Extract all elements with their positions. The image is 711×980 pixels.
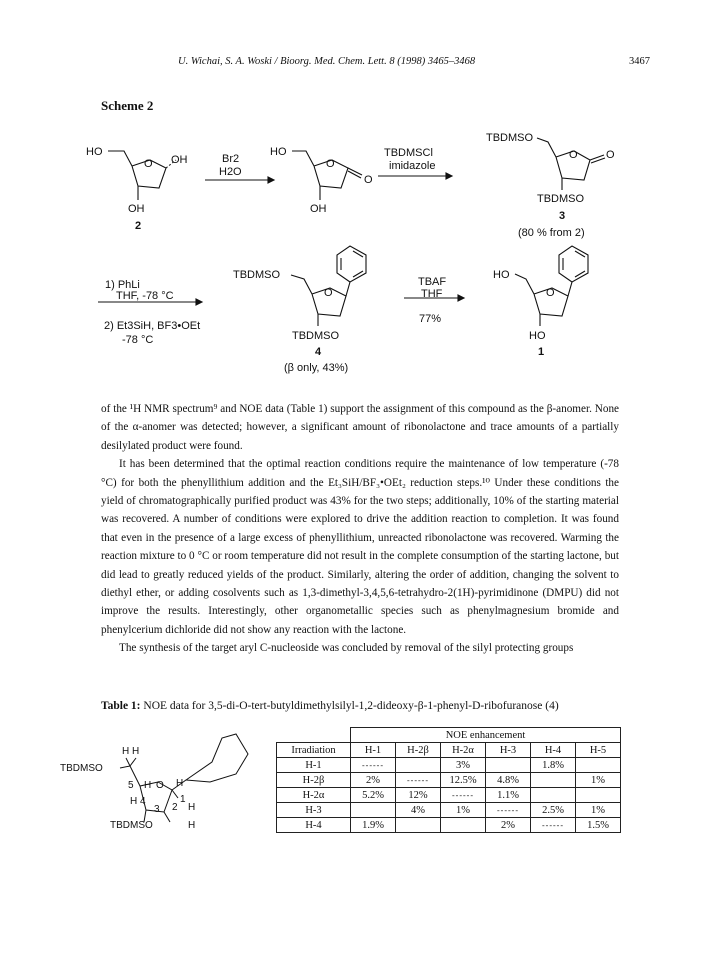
lactone-oh-bottom: OH: [310, 203, 327, 215]
table-cell: [531, 773, 576, 788]
table-cell: [441, 818, 486, 833]
table-structure: [60, 724, 280, 834]
table-cell: [396, 818, 441, 833]
ring-o: O: [156, 780, 164, 791]
table-caption-text: NOE data for 3,5-di-O-tert-butyldimethylsilyl-1,2-dideoxy-β-1-phenyl-D-ribofuranose (4): [143, 700, 559, 712]
noe-enhancement-header: NOE enhancement: [351, 728, 621, 743]
table-cell: 1%: [441, 803, 486, 818]
table-caption: [101, 700, 559, 712]
table-cell: 4%: [396, 803, 441, 818]
table-row: [277, 818, 621, 833]
table-cell: ------: [531, 818, 576, 833]
col-header: H-2α: [441, 743, 486, 758]
col-header: H-3: [486, 743, 531, 758]
c2-ho: HO: [86, 146, 103, 158]
paragraph-1: of the ¹H NMR spectrum⁹ and NOE data (Table 1) support the assignment of this compound as the β-anomer. None of the α-anomer was detected; however, a significant amount of ribonolactone and trace amounts of a partially desilylated product were found.: [101, 403, 619, 452]
table-row: [277, 758, 621, 773]
table-cell: [351, 803, 396, 818]
c2-oh: OH: [171, 154, 188, 166]
c1-number: 1: [180, 794, 186, 805]
table-cell: [576, 788, 621, 803]
table-cell: H-3: [277, 803, 351, 818]
c3-number: 3: [154, 804, 160, 815]
empty-header-cell: [277, 728, 351, 743]
c4-tbdmso-bottom: TBDMSO: [292, 330, 340, 342]
c2-number: 2: [172, 802, 178, 813]
col-header: H-5: [576, 743, 621, 758]
c5-bond: [108, 151, 132, 166]
cond-step1b: THF, -78 °C: [116, 290, 174, 302]
lactone-carbonyl-o: O: [364, 174, 373, 186]
table-cell: 4.8%: [486, 773, 531, 788]
h-label-g: H: [188, 820, 196, 831]
arrow3-bottom: 77%: [419, 313, 442, 325]
table-cell: [486, 758, 531, 773]
table-cell: [576, 758, 621, 773]
table-cell: ------: [396, 773, 441, 788]
table-cell: H-1: [277, 758, 351, 773]
compound-4-number: 4: [315, 346, 322, 358]
table-cell: 1.9%: [351, 818, 396, 833]
h-label-c: H: [144, 780, 152, 791]
table-row: [277, 773, 621, 788]
cond-step2a: 2) Et3SiH, BF3•OEt: [104, 320, 201, 332]
table-cell: 3%: [441, 758, 486, 773]
table-cell: H-4: [277, 818, 351, 833]
table-group-header-row: [277, 728, 621, 743]
arrow2-top1: TBDMSCl: [384, 147, 433, 159]
col-header: H-1: [351, 743, 396, 758]
lactone-ho: HO: [270, 146, 287, 158]
table-cell: 2.5%: [531, 803, 576, 818]
arrow1-top2: H2O: [219, 166, 242, 178]
cond-step2b: -78 °C: [122, 334, 154, 346]
arrow1-top1: Br2: [222, 153, 240, 165]
col-header: Irradiation: [277, 743, 351, 758]
table-cell: 5.2%: [351, 788, 396, 803]
cond-step1a: 1) PhLi: [105, 279, 140, 291]
c4-tbdmso-top: TBDMSO: [233, 269, 281, 281]
arrow3-top2: THF: [421, 288, 443, 300]
compound-2-number: 2: [135, 220, 142, 232]
h-label-f: H: [188, 802, 196, 813]
table-cell: 12.5%: [441, 773, 486, 788]
table-cell: ------: [441, 788, 486, 803]
table-cell: [531, 788, 576, 803]
tbdmso-top: TBDMSO: [60, 763, 103, 774]
table-cell: 1.1%: [486, 788, 531, 803]
page-number: 3467: [629, 56, 650, 67]
table-cell: 2%: [486, 818, 531, 833]
c2-ring-o: O: [144, 158, 153, 170]
table-cell: 12%: [396, 788, 441, 803]
c4-ring-o: O: [324, 287, 333, 299]
table-cell: H-2β: [277, 773, 351, 788]
c3-carbonyl-o: O: [606, 149, 615, 161]
col-header: H-2β: [396, 743, 441, 758]
table-cell: ------: [486, 803, 531, 818]
table-cell: 2%: [351, 773, 396, 788]
table-cell: 1%: [576, 803, 621, 818]
arrow3-top1: TBAF: [418, 276, 447, 288]
compound-1-number: 1: [538, 346, 545, 358]
c3-yield: (80 % from 2): [518, 227, 585, 239]
table-row: [277, 803, 621, 818]
table-cell: 1%: [576, 773, 621, 788]
table-row: [277, 788, 621, 803]
compound-3-number: 3: [559, 210, 566, 222]
h-label-e: H: [130, 796, 138, 807]
c1-ring-o: O: [546, 287, 555, 299]
c4-number: 4: [140, 796, 146, 807]
arrow2-top2: imidazole: [389, 160, 436, 172]
c2-oh-bottom: OH: [128, 203, 145, 215]
c3-ring-o: O: [569, 149, 578, 161]
citation: U. Wichai, S. A. Woski / Bioorg. Med. Chem. Lett. 8 (1998) 3465–3468: [178, 56, 476, 67]
table-caption-label: Table 1:: [101, 700, 141, 712]
h-label-b: H: [132, 746, 140, 757]
h-label-d: H: [176, 778, 184, 789]
noe-table: [276, 727, 621, 833]
tbdmso-bottom: TBDMSO: [110, 820, 153, 831]
lactone-ring-o: O: [326, 158, 335, 170]
table-cell: ------: [351, 758, 396, 773]
c1-ho: HO: [493, 269, 510, 281]
table-cell: H-2α: [277, 788, 351, 803]
scheme-title: Scheme 2: [101, 98, 154, 113]
table-header-row: [277, 743, 621, 758]
c5-number: 5: [128, 780, 134, 791]
table-cell: [396, 758, 441, 773]
c3-tbdmso-bottom: TBDMSO: [537, 193, 585, 205]
reaction-scheme: [0, 0, 711, 400]
paragraph-3: The synthesis of the target aryl C-nucleoside was concluded by removal of the silyl protecting groups: [119, 642, 574, 655]
h-label-a: H: [122, 746, 130, 757]
phenyl-ring: [186, 734, 248, 782]
col-header: H-4: [531, 743, 576, 758]
table-cell: 1.8%: [531, 758, 576, 773]
table-cell: 1.5%: [576, 818, 621, 833]
c1-ho-bottom: HO: [529, 330, 546, 342]
paragraph-2: It has been determined that the optimal reaction conditions require the maintenance of low temperature (-78 °C) for both the phenyllithium addition and the Et₃SiH/BF₃•OEt₂ reduction steps.¹⁰ Under these conditions the yield of chromatographically purified product was 43% for the two steps; additionally, 10% of the starting material was recovered. A number of conditions were explored to drive the addition reaction to completion. It was found that even in the presence of a large excess of phenyllithium, unreacted ribonolactone was recovered. Warming the reaction mixture to 0 °C or room temperature did not result in the complete consumption of the starting lactone, but did lead to greatly reduced yields of the product. Similarly, altering the order of addition, changing the solvent to diethyl ether, or adding cosolvents such as 1,3-dimethyl-3,4,5,6-tetrahydro-2(1H)-pyrimidinone (DMPU) did not improve the results. Interestingly, other organometallic species such as phenylmagnesium bromide and phenylcerium dichloride did not show any reaction with the lactone.: [101, 458, 619, 636]
c3-tbdmso-top: TBDMSO: [486, 132, 534, 144]
c4-yield: (β only, 43%): [284, 362, 349, 374]
body-text: [101, 400, 619, 658]
